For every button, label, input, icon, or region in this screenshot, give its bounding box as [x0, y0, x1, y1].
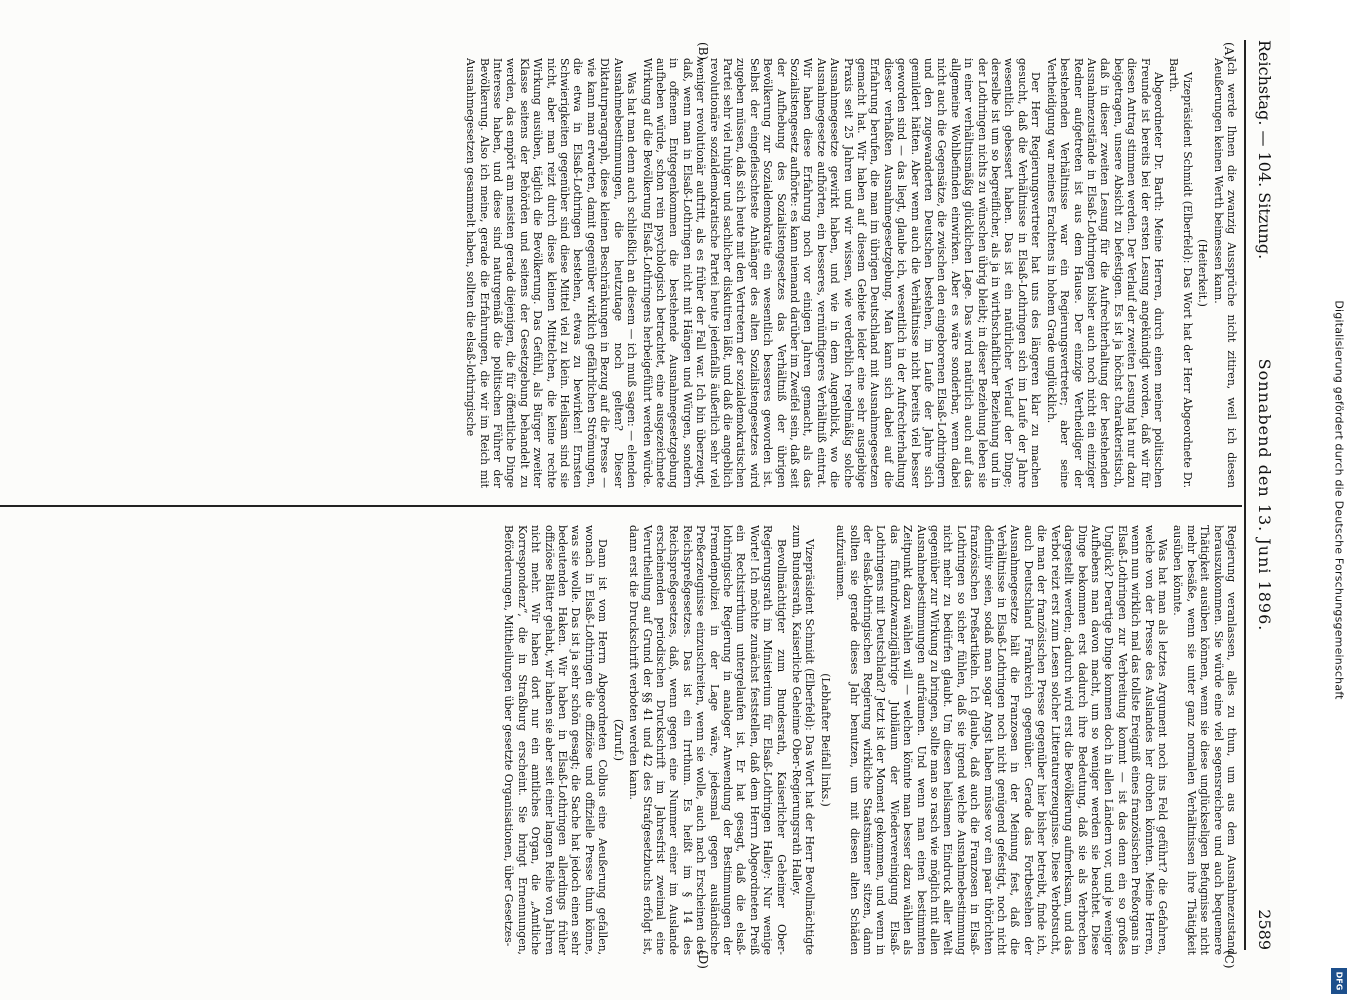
- paragraph: Der Herr Regierungsvertreter hat uns des längeren klar zu machen gesucht, daß die Verhältnisse in Elsaß-Lothringen sich im Laufe der Jahre wesentlich gebessert haben. Das ist ein natürlicher Verlauf der Dinge; derselbe ist um so begreiflicher, als ja in wirthschaftlicher Beziehung und in der Lothringen nichts zu wünschen übrig bleibt; in dieser Beziehung leben sie in einer verhältnismäßig glücklichen Lage. Das wird natürlich auch auf das allgemeine Wohlbefinden einwirken. Aber es wäre sonderbar, wenn dabei nicht auch die Gegensätze, die zwischen den eingeborenen Elsaß-Lothringern und den zugewanderten Deutschen bestehen, im Laufe der Jahre sich gemildert hätten. Aber wenn auch die Verhältnisse nicht bereits viel besser geworden sind — das liegt, glaube ich, wesentlich in der Aufrechterhaltung dieser verhaßten Ausnahmegesetzgebung. Man kann sich dabei auf die Erfahrung berufen, die man im übrigen Deutschland mit Ausnahmegesetzen gemacht hat. Wir haben auf diesem Gebiete leider eine sehr ausgiebige Praxis seit 25 Jahren und wir wissen, wie verderblich regelmäßig solche Ausnahmegesetze gewirkt haben, und wie in dem Augenblick, wo die Ausnahmegesetze aufhörten, ein besseres, vernünftigeres Verhältniß eintrat. Wir haben diese Erfahrung noch vor einigen Jahren gemacht, als das Sozialistengesetz aufhörte: es kann niemand darüber im Zweifel sein, daß seit der Aufhebung des Sozialistengesetzes das Verhältniß der übrigen Bevölkerung zur Sozialdemokratie ein wesentlich besseres geworden ist. Selbst der eingefleischteste Anhänger des alten Sozialistengesetzes wird zugeben müssen, daß sich heute mit den Vertretern der sozialdemokratischen Partei sehr viel ruhiger und sachlicher diskutiren läßt, und daß die angeblich revolutionäre sozialdemokratische Partei heute jedenfalls äußerlich sehr viel weniger revolutionär auftritt, als es früher der Fall war. Ich bin überzeugt, daß, wenn man in Elsaß-Lothringen nicht mit Hängen und Würgen, sondern in offenem Entgegenkommen die bestehende Ausnahmegesetzgebung aufheben würde, schon rein psychologisch betrachtet, eine ausgezeichnete Wirkung auf die Bevölkerung Elsaß-Lothringens herbeigeführt werden würde.: [640, 58, 1043, 488]
- running-head-left: Reichstag. — 104. Sitzung.: [1255, 40, 1274, 260]
- paragraph: Abgeordneter Dr. Barth: Meine Herren, durch einen meiner politischen Freunde ist bereits bei der ersten Lesung angekündigt worden, daß wir für diesen Antrag stimmen werden. Der Verlauf der zweiten Lesung hat nur dazu beigetragen, unsere Absicht zu befestigen. Es ist ja höchst charakteristisch, daß in dieser zweiten Lesung für die Aufrechterhaltung der bestehenden Ausnahmezustände in Elsaß-Lothringen bisher auch noch nicht ein einziger Redner aufgetreten ist aus dem Hause. Der einzige Vertheidiger der bestehenden Verhältnisse war ein Regierungsvertreter; aber seine Vertheidigung war meines Erachtens in hohem Grade unglücklich.: [1044, 58, 1165, 488]
- paragraph: Ich werde Ihnen die zwanzig Aussprüche nicht zitiren, weil ich diesen Aeußerungen keinen Werth beimessen kann.: [1211, 58, 1238, 488]
- paragraph: Was hat man als letztes Argument noch ins Feld geführt? die Gefahren, welche von der Presse des Auslandes her drohen könnten. Meine Herren, wenn nun wirklich mal das tollste Ereigniß eines französischen Preßorgans in Elsaß-Lothringen zur Verbreitung kommt — ist das denn ein so großes Unglück? Derartige Dinge kommen doch in allen Ländern vor, und je weniger Aufhebens man davon macht, um so weniger werden sie beachtet. Diese Dinge bekommen erst dadurch ihre Bedeutung, daß sie als Verbrechen dargestellt werden; dadurch wird erst die Bevölkerung aufmerksam, und das Verbot reizt erst zum Lesen solcher Litteraturerzeugnisse. Diese Verbotsucht, die man der französischen Presse gegenüber hier bisher betreibt, finde ich, auch Deutschland Frankreich gegenüber. Gerade das Fortbestehen der Ausnahmegesetze hält die Franzosen in der Meinung fest, daß die Verhältnisse in Elsaß-Lothringen noch nicht genügend gefestigt, noch nicht definitiv seien, sodaß man sogar Angst haben müsse vor ein paar thörichten französischen Preßartikeln. Ich glaube, daß auch die Franzosen in Elsaß-Lothringen so sicher fühlen, daß sie irgend welche Ausnahmebestimmung nicht mehr zu bedürfen glaubt. Um diesen heilsamen Eindruck aller Welt gegenüber zur Wirkung zu bringen, sollte man so rasch wie möglich mit allen Ausnahmebestimmungen aufräumen. Und wenn man einen bestimmten Zeitpunkt dazu wählen will — welchen könnte man besser dazu wählen als das fünfundzwanzigjährige Jubiläum der Wiedervereinigung Elsaß-Lothringens mit Deutschland? Jetzt ist der Moment gekommen, und wenn in der elsaß-lothringischen Regierung wirkliche Staatsmänner sitzen, dann sollten sie gerade dieses Jahr benutzen, um mit diesen alten Schäden aufzuräumen.: [834, 525, 1169, 955]
- stage-direction: (Zuruf.): [611, 718, 625, 762]
- margin-letter-b: (B): [696, 42, 710, 61]
- paragraph: Regierung veranlassen, alles zu thun, um aus dem Ausnahmezustand herauszukommen. Sie würde eine viel segensreichere und auch bequemere Thätigkeit ausüben können, wenn sie diese unglückseligen Befugnisse nicht mehr besäße, wenn sie unter ganz normalen Verhältnissen ihre Thätigkeit ausüben könnte.: [1171, 525, 1238, 955]
- logo-text: DFG: [1334, 971, 1344, 991]
- paragraph: Was hat man denn auch schließlich an diesem — ich muß sagen: — elenden Ausnahmebestimmungen, die heutzutage noch gelten? Dieser Diktaturparagraph, diese kleinen Beschränkungen in Bezug auf die Presse — wie kann man erwarten, damit gegenüber wirklich gefährlichen Strömungen, die etwa in Elsaß-Lothringen bestehen, etwas zu bewirken! Ernsten Schwierigkeiten gegenüber sind diese Mittel viel zu klein. Heilsam sind sie nicht, aber man reizt durch diese kleinen Mittelchen, die keine rechte Wirkung ausüben, täglich die Bevölkerung. Das Gefühl, als Bürger zweiter Klasse seitens der Behörden und seitens der Gesetzgebung behandelt zu werden, das empört am meisten gerade diejenigen, die für öffentliche Dinge Interesse haben, und diese sind naturgemäß die politischen Führer der Bevölkerung. Also ich meine, gerade die Erfahrungen, die wir im Reich mit Ausnahmegesetzen gesammelt haben, sollten die elsaß-lothringische: [464, 58, 639, 488]
- paragraph: Dann ist vom Herrn Abgeordneten Colbus eine Aeußerung gefallen, wonach in Elsaß-Lothringen die offiziöse und offizielle Presse thun könne, was sie wolle. Das ist ja sehr schön gesagt; die Sache hat jedoch einen sehr bedeutenden Haken. Wir haben in Elsaß-Lothringen allerdings früher offiziöse Blätter gehabt, wir haben sie aber seit einer langen Reihe von Jahren nicht mehr. Wir haben dort nur ein amtliches Organ, die „Amtliche Korrespondenz“, die in Straßburg erscheint. Sie bringt Ernennungen, Beförderungen, Mittheilungen über gesetzte Organisationen, über Gesetzes-: [502, 525, 610, 955]
- margin-letter-d: (D): [696, 950, 710, 969]
- running-head-date: Sonnabend den 13. Juni 1896.: [1255, 358, 1274, 632]
- page-number: 2589: [1255, 909, 1274, 950]
- paragraph: Vizepräsident Schmidt (Elberfeld): Das Wort hat der Herr Abgeordnete Dr. Barth.: [1167, 58, 1194, 488]
- header-rule: [1244, 40, 1246, 950]
- running-head: [1250, 40, 1278, 950]
- digitization-credit: [1325, 0, 1353, 1000]
- paragraph: Bevollmächtigter zum Bundesrath, Kaiserlicher Geheimer Ober-Regierungsrath im Ministerium für Elsaß-Lothringen Halley: Nur wenige Worte! Ich möchte zunächst feststellen, daß dem Herrn Abgeordneten Preiß ein Rechtsirrthum untergelaufen ist. Er hat gesagt, daß die elsaß-lothringische Regierung in analoger Anwendung der Bestimmungen der Fremdenpolizei in der Lage wäre, jedesmal gegen ausländische Preßerzeugnisse einzuschreiten, wenn sie wolle, auch nach Erscheinen des Reichspreßgesetzes. Das ist ein Irrthum. Es heißt im § 14 des Reichspreßgesetzes, daß, wenn gegen eine Nummer einer im Auslande erscheinenden periodischen Druckschrift im Jahresfrist zweimal eine Verurtheilung auf Grund der §§ 41 und 42 des Strafgesetzbuchs erfolgt ist, dann erst die Druckschrift verboten werden kann.: [627, 525, 788, 955]
- paragraph: Vizepräsident Schmidt (Elberfeld): Das Wort hat der Herr Bevollmächtigte zum Bundesrath, Kaiserliche Geheime Ober-Regierungsrath Halley.: [790, 525, 817, 955]
- stage-direction: (Heiterkeit.): [1196, 239, 1210, 307]
- dfg-logo: [1331, 968, 1347, 994]
- margin-letter-c: (C): [1222, 950, 1236, 969]
- column-divider: [0, 505, 1242, 507]
- stage-direction: (Lebhafter Beifall links.): [818, 673, 832, 807]
- margin-letter-a: (A): [1222, 42, 1236, 61]
- credit-text: Digitalisierung gefördert durch die Deutsche Forschungsgemeinschaft: [1332, 300, 1346, 700]
- right-column: [500, 525, 1238, 955]
- left-column: [462, 58, 1238, 488]
